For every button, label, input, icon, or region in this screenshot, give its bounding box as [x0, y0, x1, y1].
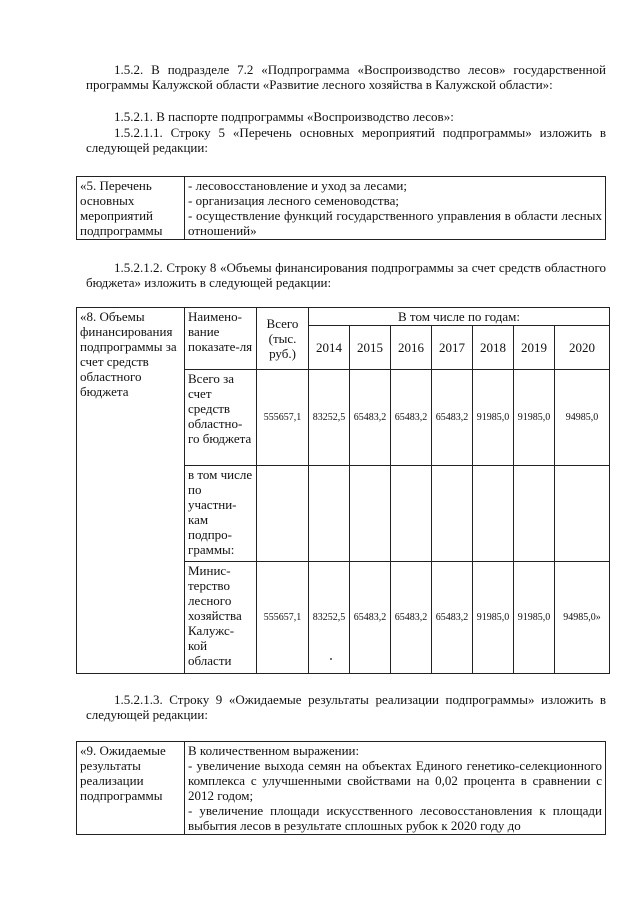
table2-year-header: 2018 — [473, 326, 514, 370]
table1-items — [185, 177, 606, 240]
table3-item: - увеличение площади искусственного лесовосстановления к площади выбытия лесов в результате сплошных рубок к 2020 году до — [188, 803, 602, 833]
table2-year-header: 2014 — [309, 326, 350, 370]
table2-year-header: 2016 — [391, 326, 432, 370]
table2-row1-value: 65483,2 — [350, 370, 391, 466]
table-row-5-activities — [76, 176, 606, 240]
table2-row3-total: 555657,1 — [257, 562, 309, 674]
table3-label: «9. Ожидаемые результаты реализации подпрограммы — [77, 742, 185, 835]
table2-row1-value: 91985,0 — [514, 370, 555, 466]
table2-row3-value: 65483,2 — [432, 562, 473, 674]
table3-intro: В количественном выражении: — [188, 743, 360, 758]
table2-row2-name: в том числе по участни-кам подпро-граммы: — [185, 466, 257, 562]
table2-row1-value: 65483,2 — [391, 370, 432, 466]
paragraph-1-5-2: 1.5.2. В подразделе 7.2 «Подпрограмма «Воспроизводство лесов» государственной программы Калужской области «Развитие лесного хозяйства в Калужской области»: — [86, 62, 606, 92]
table2-label: «8. Объемы финансирования подпрограммы за счет средств областного бюджета — [77, 308, 185, 674]
table2-row1-total: 555657,1 — [257, 370, 309, 466]
table2-row3-name: Минис-терство лесного хозяйства Калужс-кой области — [185, 562, 257, 674]
paragraph-1-5-2-1-3: 1.5.2.1.3. Строку 9 «Ожидаемые результаты реализации подпрограммы» изложить в следующей редакции: — [86, 692, 606, 722]
paragraph-1-5-2-1-1: 1.5.2.1.1. Строку 5 «Перечень основных мероприятий подпрограммы» изложить в следующей редакции: — [86, 125, 606, 155]
table2-row1-value: 83252,5 — [309, 370, 350, 466]
table2-year-header: 2017 — [432, 326, 473, 370]
table2-row1-name: Всего за счет средств областно-го бюджета — [185, 370, 257, 466]
table2-year-header: 2015 — [350, 326, 391, 370]
paragraph-1-5-2-1: 1.5.2.1. В паспорте подпрограммы «Воспроизводство лесов»: — [114, 109, 454, 124]
table2-row1-value: 65483,2 — [432, 370, 473, 466]
table2-row3-value: 94985,0» — [555, 562, 610, 674]
paragraph-1-5-2-1-2: 1.5.2.1.2. Строку 8 «Объемы финансирования подпрограммы за счет средств областного бюджета» изложить в следующей редакции: — [86, 260, 606, 290]
table2-row1-value: 94985,0 — [555, 370, 610, 466]
table2-year-header: 2019 — [514, 326, 555, 370]
stray-mark — [330, 658, 332, 660]
table-row-8-financing — [76, 307, 610, 674]
table2-year-header: 2020 — [555, 326, 610, 370]
table2-row3-value: 65483,2 — [391, 562, 432, 674]
table2-row1-value: 91985,0 — [473, 370, 514, 466]
table-row-9-results — [76, 741, 606, 835]
table2-row3-value: 83252,5 — [309, 562, 350, 674]
table1-item: - лесовосстановление и уход за лесами; — [188, 178, 408, 193]
table2-col-total-header: Всего (тыс. руб.) — [257, 308, 309, 370]
table3-content — [185, 742, 606, 835]
table2-col-name-header: Наимено-вание показате-ля — [185, 308, 257, 370]
table2-row3-value: 91985,0 — [514, 562, 555, 674]
table3-item: - увеличение выхода семян на объектах Единого генетико-селекционного комплекса с улучшенными свойствами на 0,02 процента в сравнении с 2012 годом; — [188, 758, 602, 803]
table1-label: «5. Перечень основных мероприятий подпрограммы — [77, 177, 185, 240]
table2-years-header: В том числе по годам: — [309, 308, 610, 326]
table1-item: - осуществление функций государственного управления в области лесных отношений» — [188, 208, 602, 238]
table1-item: - организация лесного семеноводства; — [188, 193, 399, 208]
table2-row3-value: 91985,0 — [473, 562, 514, 674]
table2-row3-value: 65483,2 — [350, 562, 391, 674]
